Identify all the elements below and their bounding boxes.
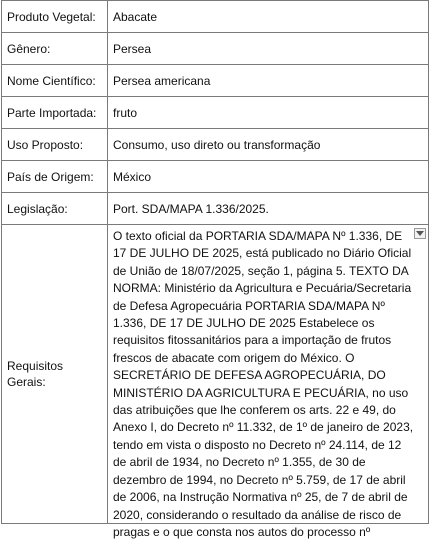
table-row — [2, 161, 429, 193]
table-row — [2, 129, 429, 161]
table-row — [2, 1, 429, 33]
row-label-parte-importada: Parte Importada: — [2, 97, 108, 129]
row-label-uso-proposto: Uso Proposto: — [2, 129, 108, 161]
row-value-parte-importada: fruto — [108, 97, 429, 129]
row-label-genero: Gênero: — [2, 33, 108, 65]
row-label-produto: Produto Vegetal: — [2, 1, 108, 33]
table-row — [2, 65, 429, 97]
table-row — [2, 193, 429, 225]
row-label-nome-cientifico: Nome Científico: — [2, 65, 108, 97]
row-value-pais-origem: México — [108, 161, 429, 193]
table-row — [2, 33, 429, 65]
row-value-produto: Abacate — [108, 1, 429, 33]
requisitos-text-area[interactable] — [113, 228, 423, 539]
info-table — [1, 0, 429, 539]
table-row — [2, 97, 429, 129]
row-value-uso-proposto: Consumo, uso direto ou transformação — [108, 129, 429, 161]
row-label-requisitos: Requisitos Gerais: — [2, 225, 108, 524]
row-value-legislacao: Port. SDA/MAPA 1.336/2025. — [108, 193, 429, 225]
requisitos-text: O texto oficial da PORTARIA SDA/MAPA Nº 1.336, DE 17 DE JULHO DE 2025, está publicado no Diário Oficial de União de 18/07/2025, seção 1, página 5. TEXTO DA NORMA: Ministério da Agricultura e Pecuária/Secretaria de Defesa Agropecuária PORTARIA SDA/MAPA Nº 1.336, DE 17 DE JULHO DE 2025 Estabelece os requisitos fitossanitários para a importação de frutos frescos de abacate com origem do México. O SECRETÁRIO DE DEFESA AGROPECUÁRIA, DO MINISTÉRIO DA AGRICULTURA E PECUÁRIA, no uso das atribuições que lhe conferem os arts. 22 e 49, do Anexo I, do Decreto nº 11.332, de 1º de janeiro de 2023, tendo em vista o disposto no Decreto nº 24.114, de 12 de abril de 1934, no Decreto nº 1.355, de 30 de dezembro de 1994, no Decreto nº 5.759, de 17 de abril de 2006, na Instrução Normativa nº 25, de 7 de abril de 2020, considerando o resultado da análise de risco de pragas e o que consta nos autos do processo nº — [113, 229, 414, 539]
table-row — [2, 225, 429, 524]
row-value-nome-cientifico: Persea americana — [108, 65, 429, 97]
expand-dropdown-button[interactable] — [414, 228, 426, 239]
row-label-pais-origem: País de Origem: — [2, 161, 108, 193]
row-value-requisitos — [108, 225, 429, 539]
row-value-genero: Persea — [108, 33, 429, 65]
chevron-down-icon — [416, 231, 424, 236]
row-label-legislacao: Legislação: — [2, 193, 108, 225]
